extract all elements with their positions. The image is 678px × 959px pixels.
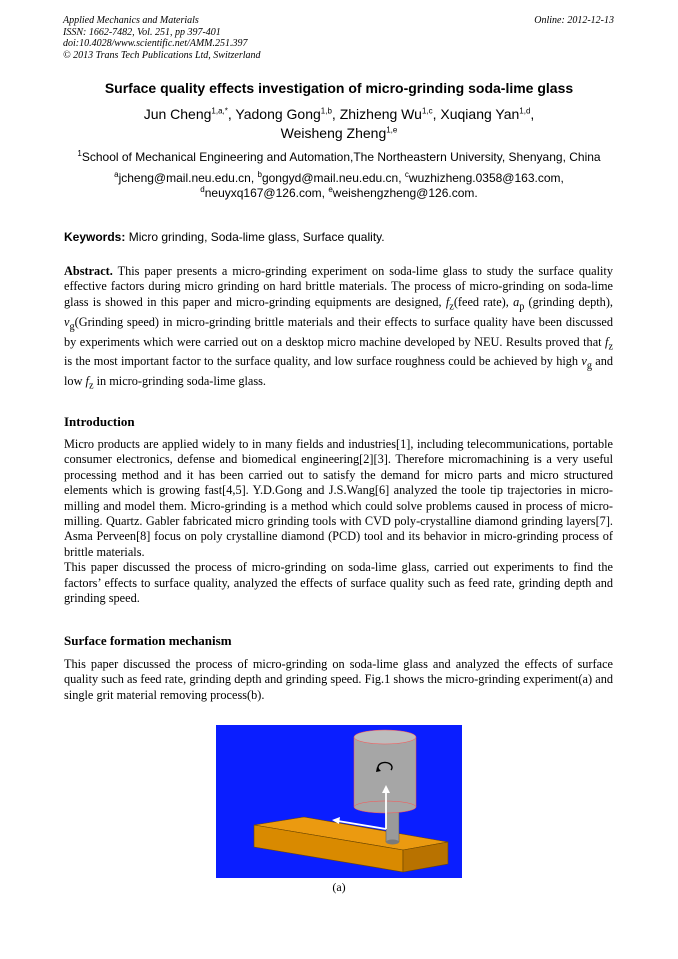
copyright-line: © 2013 Trans Tech Publications Ltd, Switzerland bbox=[63, 49, 261, 61]
issn-line: ISSN: 1662-7482, Vol. 251, pp 397-401 bbox=[63, 26, 221, 38]
email: $^e$weishengzheng@126.com bbox=[328, 184, 475, 200]
tool-bottom bbox=[354, 801, 416, 813]
figure-caption: (a) bbox=[332, 880, 346, 894]
email: $^c$wuzhizheng.0358@163.com bbox=[404, 170, 561, 185]
paper-title: Surface quality effects investigation of micro-grinding soda-lime glass bbox=[104, 80, 574, 96]
author-list: Jun Cheng$^{1,a,*}$, Yadong Gong$^{1,b}$, Zhizheng Wu$^{1,c}$, Xuqiang Yan$^{1,d}$, Weisheng Zheng$^{1,e}$ bbox=[143, 106, 535, 141]
email: $^d$neuyxq167@126.com bbox=[200, 184, 322, 200]
online-date: Online: 2012-12-13 bbox=[534, 15, 614, 26]
author: Jun Cheng$^{1,a,*}$ bbox=[143, 106, 228, 122]
author: Weisheng Zheng$^{1,e}$ bbox=[280, 125, 398, 141]
author: Zhizheng Wu$^{1,c}$ bbox=[339, 106, 433, 122]
tool-tip bbox=[386, 840, 399, 845]
email-list: $^a$jcheng@mail.neu.edu.cn, $^b$gongyd@mail.neu.edu.cn, $^c$wuzhizheng.0358@163.com, $^d$neuyxq167@126.com, $^e$weishengzheng@126.com. bbox=[114, 170, 564, 200]
affiliation: $^1$School of Mechanical Engineering and Automation,The Northeastern University, Shenyang, China bbox=[77, 149, 601, 164]
introduction-heading: Introduction bbox=[64, 414, 135, 429]
figure-micro-grinding bbox=[216, 725, 462, 878]
doi-line: doi:10.4028/www.scientific.net/AMM.251.397 bbox=[63, 38, 248, 49]
journal-header bbox=[63, 15, 261, 61]
journal-name: Applied Mechanics and Materials bbox=[63, 15, 199, 26]
email: $^b$gongyd@mail.neu.edu.cn bbox=[257, 170, 399, 185]
author: Xuqiang Yan$^{1,d}$ bbox=[440, 106, 531, 122]
introduction-body bbox=[64, 437, 613, 606]
paragraph: Micro products are applied widely to in many fields and industries[1], including telecommunications, portable consumer electronics, defense and biomedical engineering[2][3]. Therefore micromachining is a very useful processing method and it has been carried out to satisfy the demand for micro parts and micro structured elements which is growing fast[4,5]. Y.D.Gong and J.S.Wang[6] analyzed the toole tip trajectories in micro-milling and model them. Micro-grinding is a method which could solve problems caused in process of micro-milling. Quartz. Gabler fabricated micro grinding tools with CVD poly-crystalline diamond grinding layers[7]. Asma Perveen[8] focus on poly crystalline diamond (PCD) tool and its behavior in micro-grinding process of brittle materials. bbox=[64, 437, 613, 559]
tool-top bbox=[354, 730, 416, 744]
paragraph: This paper discussed the process of micro-grinding on soda-lime glass and analyzed the effects of surface quality such as feed rate, grinding depth and grinding speed. Fig.1 shows the micro-grinding experiment(a) and single grit material removing process(b). bbox=[64, 657, 613, 702]
surface-mechanism-heading: Surface formation mechanism bbox=[64, 633, 232, 648]
email: $^a$jcheng@mail.neu.edu.cn bbox=[114, 170, 251, 185]
keywords: Keywords: Micro grinding, Soda-lime glass, Surface quality. bbox=[64, 230, 385, 244]
paragraph: This paper discussed the process of micro-grinding on soda-lime glass, carried out experiments to find the factors’ effects to surface quality, analyzed the effects of surface quality such as feed rate, grinding depth and grinding speed. bbox=[64, 560, 613, 606]
author: Yadong Gong$^{1,b}$ bbox=[235, 106, 332, 122]
figure-illustration bbox=[216, 725, 462, 878]
abstract: Abstract. This paper presents a micro-grinding experiment on soda-lime glass to study the surface quality effective factors during micro grinding on hard brittle materials. The process of micro-grinding on soda-lime glass is showed in this paper and micro-grinding equipments are designed, $f_z(feed$ rate), $a_p$ (grinding depth), $v_g(Grinding$ speed) in micro-grinding brittle materials and their effects to surface quality have been discussed by experiments which were carried out on a desktop micro machine developed by NEU. Results proved that $f_z$ is the most important factor to the surface quality, and low surface roughness could be achieved by high $v_g$ and low $f_z$ in micro-grinding soda-lime glass. bbox=[64, 264, 614, 392]
abstract-label: Abstract. bbox=[64, 264, 113, 278]
tool-body bbox=[354, 737, 416, 807]
